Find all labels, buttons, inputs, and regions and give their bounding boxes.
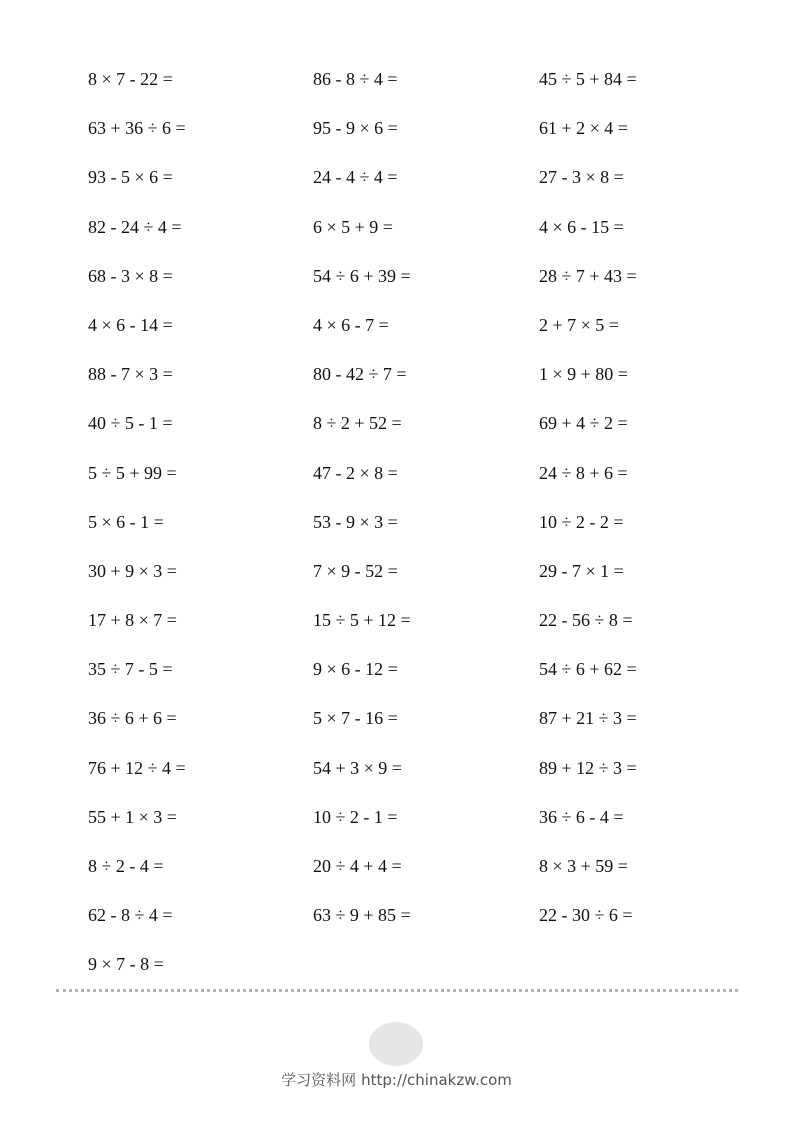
problem-item: 54 ÷ 6 + 62 = bbox=[539, 659, 637, 680]
problem-item: 20 ÷ 4 + 4 = bbox=[313, 856, 402, 876]
problem-item: 68 - 3 × 8 = bbox=[88, 265, 173, 286]
dotted-divider bbox=[56, 989, 738, 992]
problem-row bbox=[0, 843, 793, 892]
problem-item: 5 × 6 - 1 = bbox=[88, 511, 164, 532]
problem-row bbox=[0, 302, 793, 351]
problem-row bbox=[0, 154, 793, 203]
problem-item: 62 - 8 ÷ 4 = bbox=[88, 905, 173, 926]
problem-item: 27 - 3 × 8 = bbox=[539, 167, 624, 188]
problem-row bbox=[0, 450, 793, 499]
problem-row bbox=[0, 548, 793, 597]
problem-item: 53 - 9 × 3 = bbox=[313, 511, 398, 532]
problem-item: 4 × 6 - 7 = bbox=[313, 314, 389, 335]
problem-item: 15 ÷ 5 + 12 = bbox=[313, 610, 411, 631]
problem-item: 8 ÷ 2 + 52 = bbox=[313, 413, 402, 434]
problem-item: 36 ÷ 6 - 4 = bbox=[539, 806, 624, 827]
problem-item: 63 + 36 ÷ 6 = bbox=[88, 118, 186, 139]
problem-item: 5 × 7 - 16 = bbox=[313, 708, 398, 729]
problem-item: 54 ÷ 6 + 39 = bbox=[313, 265, 411, 286]
problem-item: 10 ÷ 2 - 2 = bbox=[539, 511, 624, 532]
problem-row bbox=[0, 253, 793, 302]
problem-item: 8 ÷ 2 - 4 = bbox=[88, 856, 164, 876]
problem-item: 5 ÷ 5 + 99 = bbox=[88, 462, 177, 483]
problem-item: 22 - 56 ÷ 8 = bbox=[539, 610, 633, 631]
problem-row bbox=[0, 351, 793, 400]
problem-item: 47 - 2 × 8 = bbox=[313, 462, 398, 483]
problem-item: 17 + 8 × 7 = bbox=[88, 610, 177, 631]
problem-item: 4 × 6 - 14 = bbox=[88, 314, 173, 335]
problem-row bbox=[0, 892, 793, 941]
page-number-badge bbox=[369, 1022, 423, 1066]
problem-item: 54 + 3 × 9 = bbox=[313, 757, 402, 778]
problem-row bbox=[0, 646, 793, 695]
problem-item: 35 ÷ 7 - 5 = bbox=[88, 659, 173, 680]
problem-item: 45 ÷ 5 + 84 = bbox=[539, 69, 637, 89]
problem-item: 93 - 5 × 6 = bbox=[88, 167, 173, 188]
problem-item: 29 - 7 × 1 = bbox=[539, 560, 624, 581]
problem-row bbox=[0, 745, 793, 794]
problem-item: 28 ÷ 7 + 43 = bbox=[539, 265, 637, 286]
problem-item: 76 + 12 ÷ 4 = bbox=[88, 757, 186, 778]
problem-grid bbox=[0, 56, 793, 991]
problem-item: 69 + 4 ÷ 2 = bbox=[539, 413, 628, 434]
problem-item: 87 + 21 ÷ 3 = bbox=[539, 708, 637, 729]
footer bbox=[0, 1070, 793, 1090]
problem-row bbox=[0, 204, 793, 253]
problem-item: 2 + 7 × 5 = bbox=[539, 314, 619, 335]
problem-item: 8 × 7 - 22 = bbox=[88, 69, 173, 89]
problem-row bbox=[0, 400, 793, 449]
problem-item: 6 × 5 + 9 = bbox=[313, 216, 393, 237]
problem-item: 9 × 7 - 8 = bbox=[88, 954, 164, 975]
footer-site-name: 学习资料网 bbox=[281, 1071, 357, 1089]
footer-url[interactable]: http://chinakzw.com bbox=[361, 1071, 512, 1089]
problem-item: 24 - 4 ÷ 4 = bbox=[313, 167, 398, 188]
problem-item: 86 - 8 ÷ 4 = bbox=[313, 69, 398, 89]
problem-item: 88 - 7 × 3 = bbox=[88, 364, 173, 385]
problem-item: 7 × 9 - 52 = bbox=[313, 560, 398, 581]
problem-item: 1 × 9 + 80 = bbox=[539, 364, 628, 385]
problem-row bbox=[0, 105, 793, 154]
problem-item: 30 + 9 × 3 = bbox=[88, 560, 177, 581]
problem-item: 4 × 6 - 15 = bbox=[539, 216, 624, 237]
problem-row bbox=[0, 695, 793, 744]
problem-item: 8 × 3 + 59 = bbox=[539, 856, 628, 876]
problem-item: 63 ÷ 9 + 85 = bbox=[313, 905, 411, 926]
problem-item: 61 + 2 × 4 = bbox=[539, 118, 628, 139]
problem-item: 24 ÷ 8 + 6 = bbox=[539, 462, 628, 483]
problem-item: 36 ÷ 6 + 6 = bbox=[88, 708, 177, 729]
problem-item: 95 - 9 × 6 = bbox=[313, 118, 398, 139]
problem-item: 22 - 30 ÷ 6 = bbox=[539, 905, 633, 926]
problem-item: 55 + 1 × 3 = bbox=[88, 806, 177, 827]
problem-item: 10 ÷ 2 - 1 = bbox=[313, 806, 398, 827]
problem-row bbox=[0, 499, 793, 548]
problem-row bbox=[0, 941, 793, 990]
problem-item: 9 × 6 - 12 = bbox=[313, 659, 398, 680]
problem-item: 89 + 12 ÷ 3 = bbox=[539, 757, 637, 778]
problem-item: 82 - 24 ÷ 4 = bbox=[88, 216, 182, 237]
problem-item: 80 - 42 ÷ 7 = bbox=[313, 364, 407, 385]
problem-row bbox=[0, 56, 793, 105]
problem-row bbox=[0, 597, 793, 646]
problem-item: 40 ÷ 5 - 1 = bbox=[88, 413, 173, 434]
problem-row bbox=[0, 794, 793, 843]
